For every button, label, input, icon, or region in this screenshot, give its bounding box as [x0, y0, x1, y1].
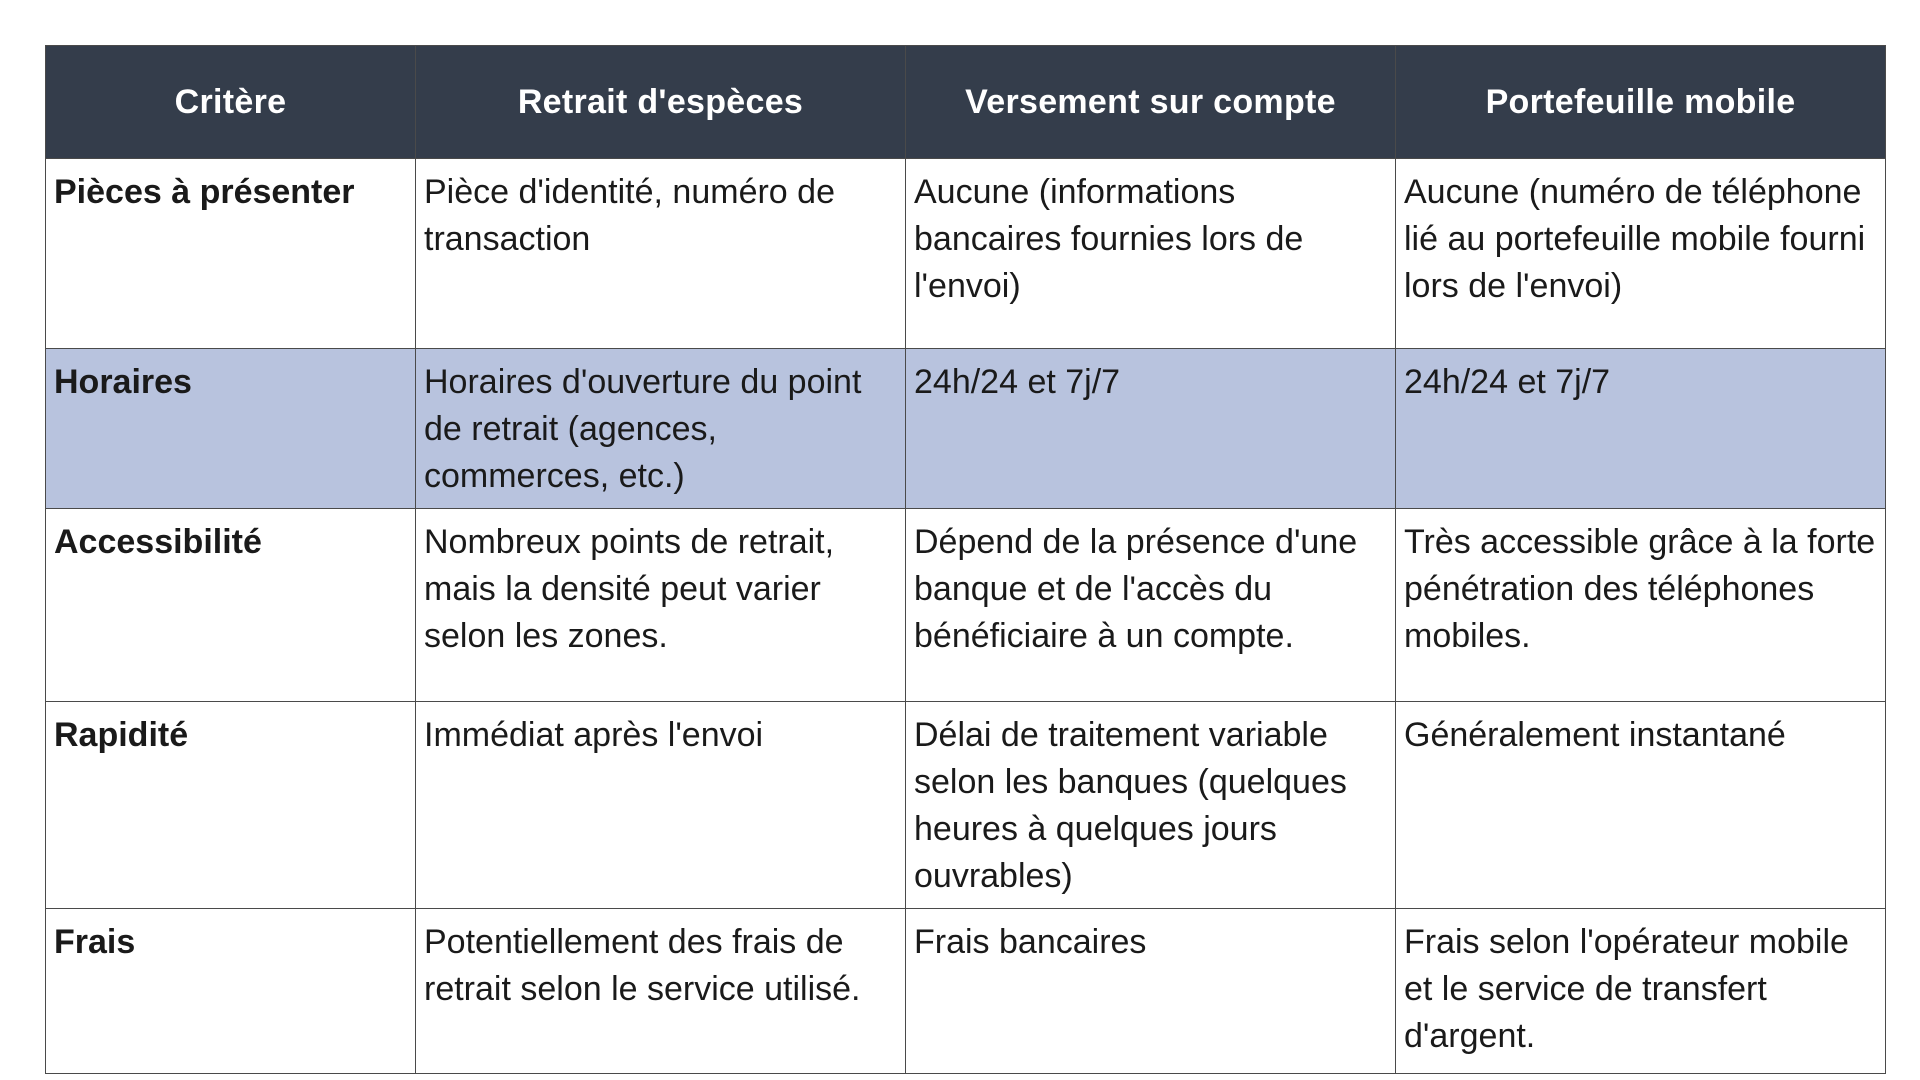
cell-mobile-wallet: Aucune (numéro de téléphone lié au portefeuille mobile fourni lors de l'envoi)	[1396, 159, 1886, 349]
cell-cash-withdrawal: Immédiat après l'envoi	[416, 702, 906, 909]
cell-account-deposit: Délai de traitement variable selon les banques (quelques heures à quelques jours ouvrables)	[906, 702, 1396, 909]
table-row	[46, 909, 1886, 1074]
table-header	[46, 46, 1886, 159]
cell-mobile-wallet: Frais selon l'opérateur mobile et le service de transfert d'argent.	[1396, 909, 1886, 1074]
header-row	[46, 46, 1886, 159]
table-row	[46, 702, 1886, 909]
cell-mobile-wallet: Généralement instantané	[1396, 702, 1886, 909]
row-criterion: Pièces à présenter	[46, 159, 416, 349]
row-criterion: Accessibilité	[46, 509, 416, 702]
cell-account-deposit: Frais bancaires	[906, 909, 1396, 1074]
comparison-table	[45, 45, 1886, 1074]
table-row-highlighted	[46, 349, 1886, 509]
header-account-deposit: Versement sur compte	[906, 46, 1396, 159]
cell-account-deposit: 24h/24 et 7j/7	[906, 349, 1396, 509]
header-mobile-wallet: Portefeuille mobile	[1396, 46, 1886, 159]
cell-cash-withdrawal: Horaires d'ouverture du point de retrait (agences, commerces, etc.)	[416, 349, 906, 509]
row-criterion: Frais	[46, 909, 416, 1074]
cell-cash-withdrawal: Nombreux points de retrait, mais la densité peut varier selon les zones.	[416, 509, 906, 702]
table-row	[46, 159, 1886, 349]
cell-mobile-wallet: 24h/24 et 7j/7	[1396, 349, 1886, 509]
row-criterion: Rapidité	[46, 702, 416, 909]
table-row	[46, 509, 1886, 702]
table-body	[46, 159, 1886, 1074]
cell-account-deposit: Aucune (informations bancaires fournies lors de l'envoi)	[906, 159, 1396, 349]
cell-mobile-wallet: Très accessible grâce à la forte pénétration des téléphones mobiles.	[1396, 509, 1886, 702]
header-cash-withdrawal: Retrait d'espèces	[416, 46, 906, 159]
header-criterion: Critère	[46, 46, 416, 159]
comparison-table-container	[45, 45, 1885, 1074]
cell-cash-withdrawal: Pièce d'identité, numéro de transaction	[416, 159, 906, 349]
cell-account-deposit: Dépend de la présence d'une banque et de l'accès du bénéficiaire à un compte.	[906, 509, 1396, 702]
row-criterion: Horaires	[46, 349, 416, 509]
cell-cash-withdrawal: Potentiellement des frais de retrait selon le service utilisé.	[416, 909, 906, 1074]
